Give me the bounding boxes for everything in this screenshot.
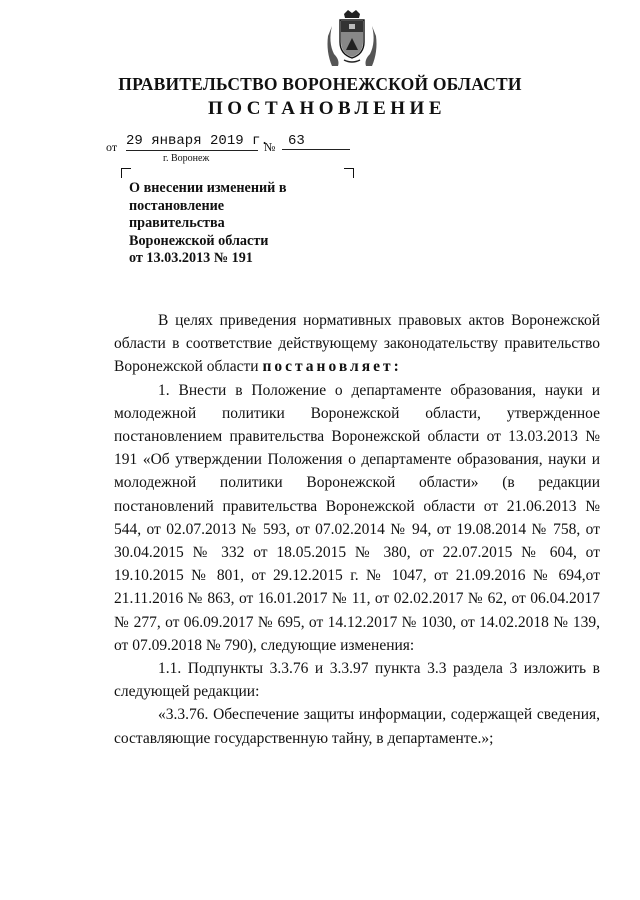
decree-date: 29 января 2019 г. <box>126 133 269 149</box>
right-corner-bracket <box>344 168 354 178</box>
city: г. Воронеж <box>163 153 210 164</box>
decree-number: 63 <box>282 133 350 150</box>
document-type: ПОСТАНОВЛЕНИЕ <box>207 98 447 119</box>
subject-line: О внесении изменений в <box>129 180 287 196</box>
subject-line: постановление <box>129 197 225 214</box>
subject-line: правительства <box>129 215 225 232</box>
left-corner-bracket <box>121 168 131 178</box>
preamble-text: В целях приведения нормативных правовых актов Воронежской области в соответствие действующему законодательству правительство Воронежской области <box>114 312 600 376</box>
decree-subject <box>129 180 287 268</box>
item-1-paragraph: 1. Внести в Положение о департаменте образования, науки и молодежной политики Воронежской области, утвержденное постановлением правительства Воронежской области от 13.03.2013 № 191 «Об утверждении Положения о департаменте образования, науки и молодежной политики Воронежской области» (в редакции постановлений правительства Воронежской области от 21.06.2013 № 544, от 02.07.2013 № 593, от 07.02.2014 № 94, от 19.08.2014 № 758, от 30.04.2015 № 332 от 18.05.2015 № 380, от 22.07.2015 № 604, от 19.10.2015 № 801, от 29.12.2015 г. № 1047, от 21.09.2016 № 694,от 21.11.2016 № 863, от 16.01.2017 № 11, от 02.02.2017 № 62, от 06.04.2017 № 277, от 06.09.2017 № 695, от 14.12.2017 № 1030, от 14.02.2018 № 139, от 07.09.2018 № 790), следующие изменения: <box>114 381 600 654</box>
item-1-1-paragraph: 1.1. Подпункты 3.3.76 и 3.3.97 пункта 3.3 раздела 3 изложить в следующей редакции: <box>114 660 600 701</box>
quoted-paragraph: «3.3.76. Обеспечение защиты информации, содержащей сведения, составляющие государственную тайну, в департаменте.»; <box>114 706 600 747</box>
subject-line: от 13.03.2013 № 191 <box>129 250 253 267</box>
resolves-word: постановляет: <box>262 358 402 376</box>
number-prefix: № <box>264 140 276 154</box>
coat-of-arms-icon <box>324 8 380 68</box>
decree-body <box>114 309 600 750</box>
subject-line: Воронежской области <box>129 232 269 249</box>
date-prefix: от <box>106 140 118 154</box>
preamble-paragraph <box>114 309 600 379</box>
government-title: ПРАВИТЕЛЬСТВО ВОРОНЕЖСКОЙ ОБЛАСТИ <box>118 74 522 94</box>
